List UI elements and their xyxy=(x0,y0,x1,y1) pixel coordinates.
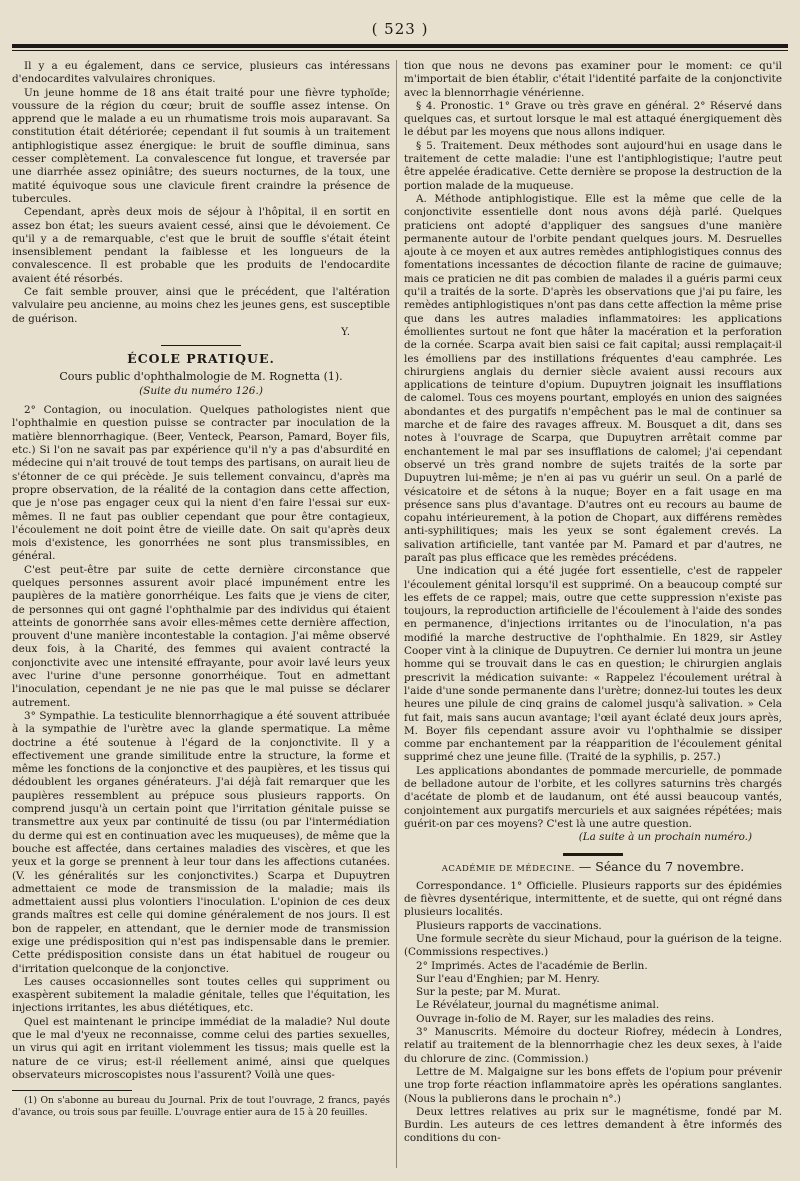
paragraph: Correspondance. 1° Officielle. Plusieurs rapports sur des épidémies de fièvres dysentérique, intermittente, et de suette, qui ont régné dans plusieurs localités. xyxy=(404,879,782,919)
session-date: — Séance du 7 novembre. xyxy=(574,858,745,874)
paragraph: Deux lettres relatives au prix sur le magnétisme, fondé par M. Burdin. Les auteurs de ces lettres demandent à être informés des conditions du con- xyxy=(404,1105,782,1145)
course-title: Cours public d'ophthalmologie de M. Rognetta (1). xyxy=(59,369,343,383)
paragraph: Il y a eu également, dans ce service, plusieurs cas intéressans d'endocardites valvulaires chroniques. xyxy=(12,60,390,86)
top-rule xyxy=(12,44,788,48)
paragraph: Ouvrage in-folio de M. Rayer, sur les maladies des reins. xyxy=(416,1012,715,1025)
left-column xyxy=(12,60,390,1168)
paragraph: Quel est maintenant le principe immédiat de la maladie? Nul doute que le mal d'yeux ne reconnaisse, comme celui des parties sexuelles, un virus qui agit en irritant violemment les tissus; mais quelle est la nature de ce virus; est-il réellement animé, ainsi que quelques observateurs microscopistes nous l'assurent? Voilà une ques- xyxy=(12,1015,390,1081)
paragraph: Une formule secrète du sieur Michaud, pour la guérison de la teigne. (Commissions respectives.) xyxy=(404,933,782,959)
paragraph: tion que nous ne devons pas examiner pour le moment: ce qu'il m'importait de bien établir, c'était l'identité parfaite de la conjonctivite avec la blennorrhagie vénérienne. xyxy=(404,60,782,99)
paragraph: 2° Imprimés. Actes de l'académie de Berlin. xyxy=(416,959,648,972)
paragraph: Lettre de M. Malgaigne sur les bons effets de l'opium pour prévenir une trop forte réaction inflammatoire après les opérations sanglantes. (Nous la publierons dans le prochain n°.) xyxy=(404,1065,782,1105)
paragraph: Les applications abondantes de pommade mercurielle, de pommade de belladone autour de l'orbite, et les collyres saturnins très chargés d'acétate de plomb et de laudanum, ont été aussi beaucoup vantés, conjointement aux purgatifs mercuriels et aux saignées répétées; mais guérit-on par ces moyens? C'est là une autre question. xyxy=(404,764,782,830)
paragraph: § 5. Traitement. Deux méthodes sont aujourd'hui en usage dans le traitement de cette maladie: l'une est l'antiphlogistique; l'autre peut être appelée éradicative. Cette dernière se propose la destruction de la portion malade de la muqueuse. xyxy=(404,139,782,192)
paragraph: Le Révélateur, journal du magnétisme animal. xyxy=(416,999,660,1012)
top-rule-thin xyxy=(12,50,788,51)
section-rule xyxy=(563,853,623,856)
course-subtitle: (Suite du numéro 126.) xyxy=(139,384,263,397)
section-title: ÉCOLE PRATIQUE. xyxy=(127,351,275,367)
right-column xyxy=(404,60,782,1168)
footnote-rule xyxy=(12,1090,132,1091)
paragraph: A. Méthode antiphlogistique. Elle est la même que celle de la conjonctivite essentielle dont nous avons déjà parlé. Quelques praticiens ont adopté d'appliquer des sangsues d'une manière permanente autour de l'orbite pendant quelques jours. M. Desruelles ajoute à ce moyen et aux autres remèdes antiphlogistiques connus des fomentations incessantes de décoction filante de racine de guimauve; mais ce praticien ne dit pas combien de malades il a guéris parmi ceux qu'il a traités de la sorte. D'après les observations que j'ai pu faire, les remèdes antiphlogistiques n'ont pas dans cette affection la même prise que dans les autres maladies inflammatoires: les applications émollientes surtout ne font que hâter la macération et la perforation de la cornée. Scarpa avait bien saisi ce fait capital; aussi remplaçait-il les émolliens par des instillations fréquentes d'eau camphrée. Les chirurgiens anglais du dernier siècle avaient aussi recours aux applications de teinture d'opium. Dupuytren joignait les insufflations de calomel. Tous ces moyens pourtant, employés en union des saignées abondantes et des purgatifs n'empêchent pas le mal de continuer sa marche et de faire des ravages affreux. M. Bousquet a dit, dans ses notes à l'ouvrage de Scarpa, que Dupuytren arrêtait comme par enchantement le mal par ses insufflations de calomel; j'ai cependant observé un très grand nombre de sujets traités de la sorte par Dupuytren lui-même; je n'en ai pas vu guérir un seul. On a parlé de vésicatoire et de sétons à la nuque; Boyer en a fait usage en ma présence sans plus d'avantage. D'autres ont eu recours au baume de copahu intérieurement, à la potion de Chopart, aux différens remèdes anti-syphilitiques; mais les yeux se sont également crevés. La salivation artificielle, tant vantée par M. Pamard et par d'autres, ne paraît pas plus efficace que les remèdes précédens. xyxy=(404,192,782,564)
academy-heading xyxy=(404,860,782,876)
paragraph: Un jeune homme de 18 ans était traité pour une fièvre typhoïde; voussure de la région du cœur; bruit de souffle assez intense. On apprend que le malade a eu un rhumatisme trois mois auparavant. Sa constitution était détériorée; cependant il fut soumis à un traitement antiphlogistique assez énergique: le bruit de souffle diminua, sans cesser complètement. La convalescence fut longue, et traversée par une diarrhée assez opiniâtre; des sueurs nocturnes, de la toux, une matité équivoque sous une clavicule firent craindre la présence de tubercules. xyxy=(12,86,390,205)
page-number: ( 523 ) xyxy=(371,20,429,38)
paragraph: 3° Sympathie. La testiculite blennorrhagique a été souvent attribuée à la sympathie de l'urètre avec la glande spermatique. La même doctrine a été soutenue à l'égard de la conjonctivite. Il y a effectivement une grande similitude entre la structure, la forme et même les fonctions de la conjonctive et des paupières, et les tissus qui dédoublent les organes générateurs. J'ai déjà fait remarquer que les paupières ressemblent au prépuce sous plusieurs rapports. On comprend jusqu'à un certain point que l'irritation génitale puisse se transmettre aux yeux par continuité de tissu (ou par l'intermédiation du derme qui est en continuation avec les muqueuses), de même que la bouche est affectée, dans certaines maladies des viscères, et que les yeux et la gorge se prennent à leur tour dans les affections cutanées. (V. les généralités sur les conjonctivites.) Scarpa et Dupuytren admettaient ce mode de transmission de la maladie; mais ils admettaient aussi plus volontiers l'inoculation. L'opinion de ces deux grands maîtres est celle qui domine généralement de nos jours. Il est bon de rappeler, en attendant, que le dernier mode de transmission exige une prédisposition qui n'est pas indispensable dans le premier. Cette prédisposition consiste dans un état habituel de rougeur ou d'irritation quelconque de la conjonctive. xyxy=(12,709,390,975)
paragraph: § 4. Pronostic. 1° Grave ou très grave en général. 2° Réservé dans quelques cas, et surtout lorsque le mal est attaqué énergiquement dès le début par les moyens que nous allons indiquer. xyxy=(404,99,782,139)
paragraph: Sur l'eau d'Enghien; par M. Henry. xyxy=(416,972,600,985)
paragraph: 3° Manuscrits. Mémoire du docteur Riofrey, médecin à Londres, relatif au traitement de la blennorrhagie chez les deux sexes, à l'aide du chlorure de zinc. (Commission.) xyxy=(404,1026,782,1065)
paragraph: C'est peut-être par suite de cette dernière circonstance que quelques personnes assurent avoir placé impunément entre les paupières de la matière gonorrhéique. Les faits que je viens de citer, de personnes qui ont gagné l'ophthalmie par des individus qui étaient atteints de gonorrhée sans avoir elles-mêmes cette dernière affection, prouvent d'une manière incontestable la contagion. J'ai même observé deux fois, à la Charité, des femmes qui avaient contracté la conjonctivite avec une intensité effrayante, pour avoir lavé leurs yeux avec l'urine d'une personne gonorrhéique. Tout en admettant l'inoculation, cependant je ne nie pas que le mal puisse se déclarer autrement. xyxy=(12,563,390,709)
footnote: (1) On s'abonne au bureau du Journal. Prix de tout l'ouvrage, 2 francs, payés d'avance, ou trois sous par feuille. L'ouvrage entier aura de 15 à 20 feuilles. xyxy=(12,1095,390,1118)
signature: Y. xyxy=(341,325,350,338)
academy-name: ACADÉMIE DE MÉDECINE. xyxy=(441,863,575,874)
paragraph: Cependant, après deux mois de séjour à l'hôpital, il en sortit en assez bon état; les sueurs avaient cessé, ainsi que le dévoiement. Ce qu'il y a de remarquable, c'est que le bruit de souffle s'était éteint insensiblement pendant la faiblesse et les longueurs de la convalescence. Il est probable que les produits de l'endocardite avaient été résorbés. xyxy=(12,206,390,285)
paragraph: Sur la peste; par M. Murat. xyxy=(416,986,561,999)
paragraph: Plusieurs rapports de vaccinations. xyxy=(416,919,602,932)
paragraph: 2° Contagion, ou inoculation. Quelques pathologistes nient que l'ophthalmie en question puisse se contracter par inoculation de la matière blennorrhagique. (Beer, Venteck, Pearson, Pamard, Boyer fils, etc.) Si l'on ne savait pas par expérience qu'il n'y a pas d'absurdité en médecine qui n'ait trouvé de tout temps des partisans, on aurait lieu de s'étonner de ce qui précède. Je suis tellement convaincu, d'après ma propre observation, de la réalité de la contagion dans cette affection, que je n'ose pas engager ceux qui la nient d'en faire l'essai sur eux-mêmes. Il ne faut pas oublier cependant que pour être contagieux, l'écoulement ne doit point être de vieille date. On sait qu'après deux mois d'existence, les gonorrhées ne sont plus transmissibles, en général. xyxy=(12,404,390,563)
continued-note: (La suite à un prochain numéro.) xyxy=(578,831,752,844)
paragraph: Une indication qui a été jugée fort essentielle, c'est de rappeler l'écoulement génital lorsqu'il est supprimé. On a beaucoup compté sur les effets de ce rappel; mais, outre que cette suppression n'existe pas toujours, la reproduction artificielle de l'écoulement à l'aide des sondes en permanence, d'injections irritantes ou de l'inoculation, n'a pas modifié la marche destructive de l'ophthalmie. En 1829, sir Astley Cooper vint à la clinique de Dupuytren. Ce dernier lui montra un jeune homme qui se trouvait dans le cas en question; le chirurgien anglais prescrivit la médication suivante: « Rappelez l'écoulement urétral à l'aide d'une sonde permanente dans l'urètre; donnez-lui toutes les deux heures une pilule de cinq grains de calomel jusqu'à salivation. » Cela fut fait, mais sans aucun avantage; l'œil ayant éclaté deux jours après, M. Boyer fils cependant assure avoir vu l'ophthalmie se dissiper comme par enchantement par la réapparition de l'écoulement génital supprimé chez une jeune fille. (Traité de la syphilis, p. 257.) xyxy=(404,565,782,764)
paragraph: Ce fait semble prouver, ainsi que le précédent, que l'altération valvulaire peu ancienne, au moins chez les jeunes gens, est susceptible de guérison. xyxy=(12,286,390,325)
separator-rule xyxy=(161,345,241,346)
paragraph: Les causes occasionnelles sont toutes celles qui suppriment ou exaspèrent subitement la maladie génitale, telles que l'équitation, les injections irritantes, les abus diététiques, etc. xyxy=(12,975,390,1015)
column-divider xyxy=(396,60,397,1168)
